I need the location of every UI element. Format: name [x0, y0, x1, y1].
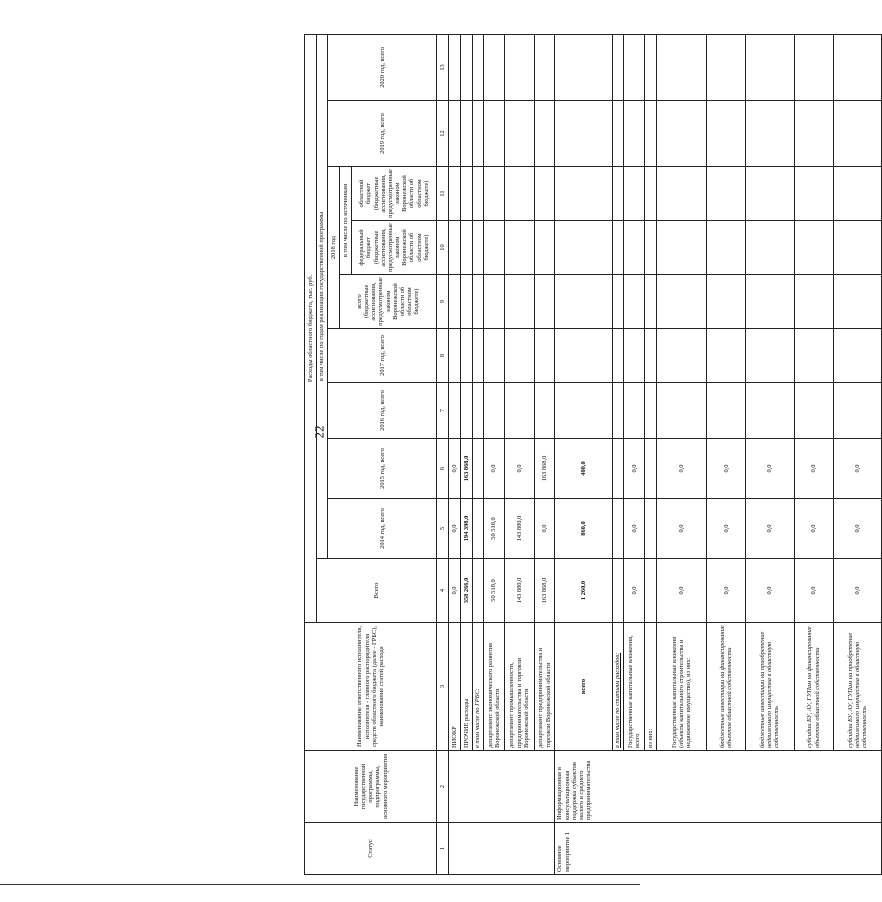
- col-number: 11: [437, 167, 449, 221]
- row-label: в том числе по ГРБС:: [472, 623, 484, 751]
- row-2015: 0,0: [624, 439, 645, 499]
- row-total: 0,0: [656, 559, 707, 623]
- header-regional: областной бюджет (бюджетные ассигнования, предусмотренные законом Воронежской области об областном бюджете): [351, 167, 437, 221]
- row-2014: 0,0: [707, 499, 746, 559]
- row-label: НИОКР: [449, 623, 461, 751]
- row-label: департамент промышленности, предпринимательства и торговли Воронежской области: [504, 623, 534, 751]
- row-2015: 0,0: [449, 439, 461, 499]
- header-2015: 2015 год, всего: [328, 439, 437, 499]
- row-2014: 0,0: [794, 499, 833, 559]
- row-label: бюджетные инвестиции на финансирование объектов областной собственности: [707, 623, 746, 751]
- row-label: Государственные капитальные вложения (объекты капитального строительства и недвижимое имущество), из них:: [656, 623, 707, 751]
- row-total: 0,0: [746, 559, 794, 623]
- col-number: 12: [437, 101, 449, 167]
- header-2016: 2016 год, всего: [328, 383, 437, 439]
- row-label: ПРОЧИЕ расходы: [460, 623, 472, 751]
- header-2018: 2018 год: [328, 167, 340, 329]
- empty-status-cell: [449, 823, 555, 875]
- budget-table: [304, 34, 882, 875]
- row-total: 0,0: [794, 559, 833, 623]
- header-total: Всего: [316, 559, 437, 623]
- page-number: 22: [311, 425, 327, 439]
- col-number: 13: [437, 34, 449, 100]
- col-number: 8: [437, 329, 449, 383]
- row-2014: 0,0: [534, 499, 555, 559]
- bottom-rule: [0, 884, 640, 885]
- row-label: всего: [555, 623, 612, 751]
- header-by-years: в том числе по годам реализации государственной программы: [316, 34, 328, 558]
- header-executor: Наименование ответственного исполнителя, исполнителя - главного распорядителя средств областного бюджета (далее - ГРБС), наименование статей расхода: [305, 623, 437, 751]
- row-total: 163 868,0: [534, 559, 555, 623]
- col-number: 4: [437, 559, 449, 623]
- measure-status: Основное мероприятие 1: [555, 823, 882, 875]
- row-total: 1 260,0: [555, 559, 612, 623]
- header-2019: 2019 год, всего: [328, 101, 437, 167]
- header-2014: 2014 год, всего: [328, 499, 437, 559]
- row-2014: 0,0: [624, 499, 645, 559]
- row-2015: 0,0: [707, 439, 746, 499]
- header-federal: федеральный бюджет (бюджетные ассигнования, предусмотренные законом Воронежской области об областном бюджете): [351, 221, 437, 275]
- col-number: 1: [437, 823, 449, 875]
- header-2020: 2020 год, всего: [328, 34, 437, 100]
- row-total: 0,0: [624, 559, 645, 623]
- row-total: 143 880,0: [504, 559, 534, 623]
- row-label: Государственные капитальные вложения, всего: [624, 623, 645, 751]
- row-2015: 0,0: [656, 439, 707, 499]
- header-2018-total: всего (бюджетные ассигнования, предусмотренные законом Воронежской области об областном бюджете): [340, 275, 437, 329]
- row-2014: 50 518,0: [484, 499, 505, 559]
- row-2014: 0,0: [656, 499, 707, 559]
- row-total: 0,0: [449, 559, 461, 623]
- row-2015: 0,0: [833, 439, 881, 499]
- row-label: из них:: [645, 623, 657, 751]
- row-label: департамент предпринимательства и торговли Воронежской области: [534, 623, 555, 751]
- measure-name: Информационная и консультационная поддержка субъектов малого и среднего предпринимательства: [555, 751, 882, 823]
- col-number: 10: [437, 221, 449, 275]
- col-number: 9: [437, 275, 449, 329]
- row-label: департамент экономического развития Воронежской области: [484, 623, 505, 751]
- row-2015: 0,0: [484, 439, 505, 499]
- row-label: бюджетные инвестиции на приобретение недвижимого имущества в областную собственность: [746, 623, 794, 751]
- row-2014: 143 880,0: [504, 499, 534, 559]
- header-by-sources: в том числе по источникам: [340, 167, 352, 275]
- header-2017: 2017 год, всего: [328, 329, 437, 383]
- col-number: 5: [437, 499, 449, 559]
- row-2015: 0,0: [746, 439, 794, 499]
- row-total: 0,0: [833, 559, 881, 623]
- row-2014: 194 398,0: [460, 499, 472, 559]
- header-expenses: Расходы областного бюджета, тыс. руб.: [305, 34, 317, 622]
- empty-name-cell: [449, 751, 555, 823]
- col-number: 3: [437, 623, 449, 751]
- row-2014: 0,0: [833, 499, 881, 559]
- row-label: в том числе по статьям расходов:: [612, 623, 624, 751]
- header-program-name: Наименование государственной программы, подпрограммы, основного мероприятия: [305, 751, 437, 823]
- row-total: 0,0: [707, 559, 746, 623]
- row-2015: 163 868,0: [460, 439, 472, 499]
- rotated-table-container: [304, 35, 882, 875]
- row-2015: 400,0: [555, 439, 612, 499]
- row-label: субсидии БУ, АУ, ГУПам на приобретение недвижимого имущества в областную собственность: [833, 623, 881, 751]
- col-number: 2: [437, 751, 449, 823]
- col-number: 6: [437, 439, 449, 499]
- row-2015: 0,0: [504, 439, 534, 499]
- row-total: 358 266,0: [460, 559, 472, 623]
- row-2014: 0,0: [746, 499, 794, 559]
- row-2015: 163 868,0: [534, 439, 555, 499]
- row-2014: 860,0: [555, 499, 612, 559]
- row-2014: 0,0: [449, 499, 461, 559]
- header-status: Статус: [305, 823, 437, 875]
- col-number: 7: [437, 383, 449, 439]
- row-label: субсидии БУ, АУ, ГУПам на финансирование объектов областной собственности: [794, 623, 833, 751]
- row-2015: 0,0: [794, 439, 833, 499]
- row-total: 50 518,0: [484, 559, 505, 623]
